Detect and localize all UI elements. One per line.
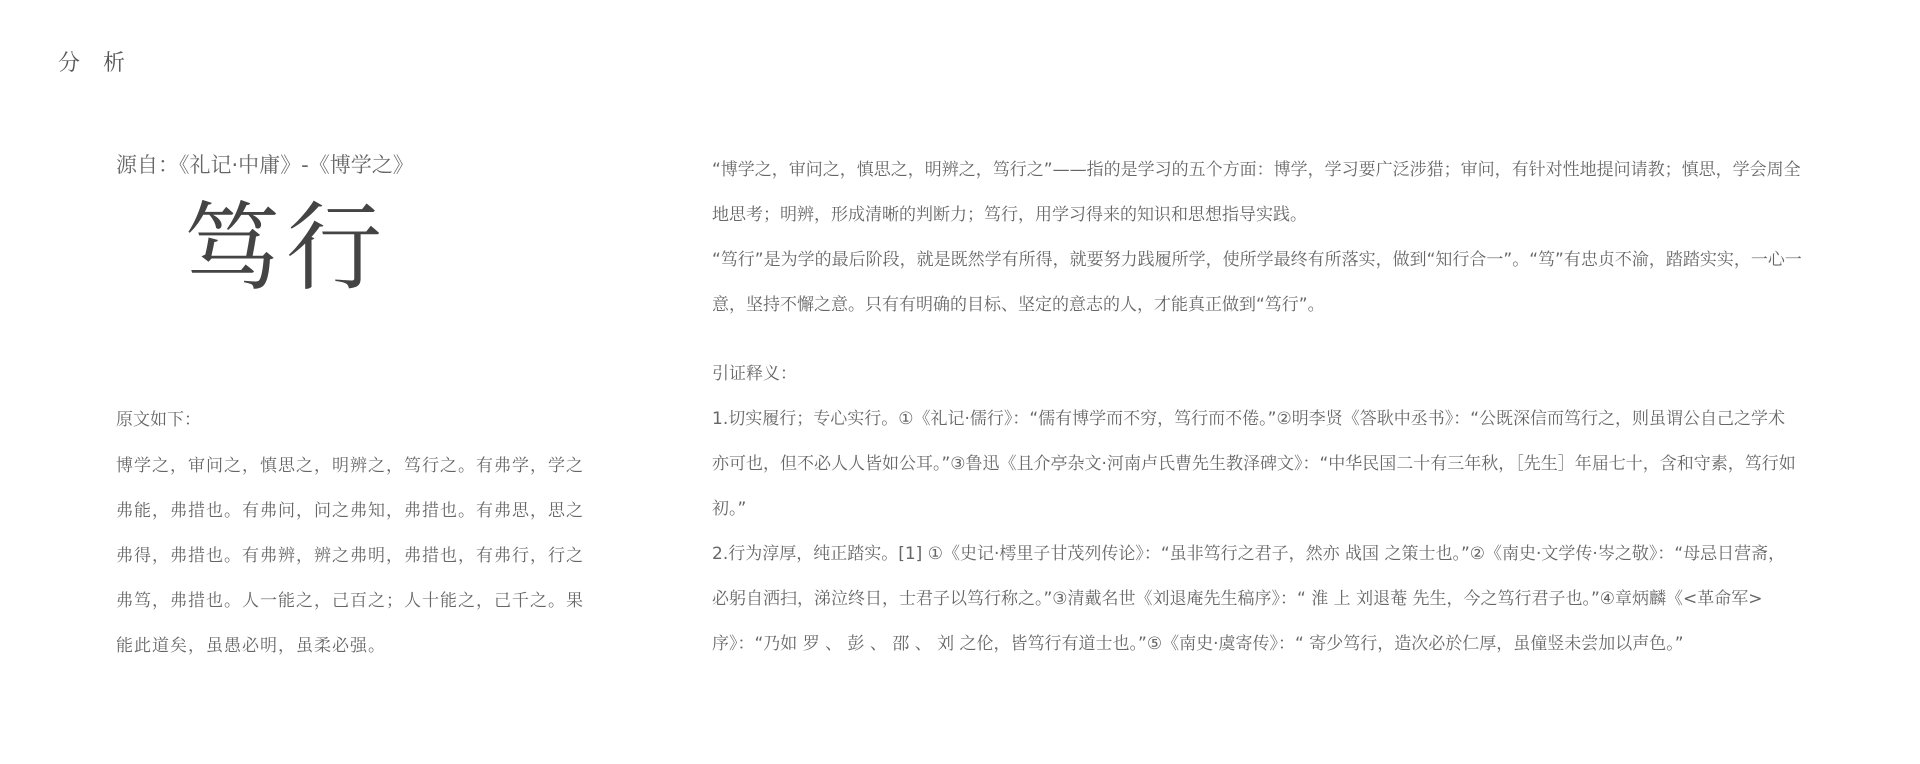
citation-item-1: 1.切实履行；专心实行。①《礼记·儒行》：“儒有博学而不穷，笃行而不倦。”②明李贤《答耿中丞书》：“公既深信而笃行之，则虽谓公自己之学术亦可也，但不必人人皆如公耳。”③鲁迅《且介亭杂文·河南卢氏曹先生教泽碑文》：“中华民国二十有三年秋，［先生］年届七十，含和守素，笃行如初。” bbox=[712, 409, 1796, 519]
original-text-label: 原文如下： bbox=[116, 410, 201, 430]
analysis-paragraph-1: “博学之，审问之，慎思之，明辨之，笃行之”——指的是学习的五个方面：博学，学习要广泛涉猎；审问，有针对性地提问请教；慎思，学会周全地思考；明辨，形成清晰的判断力；笃行，用学习得来的知识和思想指导实践。 bbox=[712, 160, 1801, 225]
analysis-paragraph-2: “笃行”是为学的最后阶段，就是既然学有所得，就要努力践履所学，使所学最终有所落实，做到“知行合一”。“笃”有忠贞不渝，踏踏实实，一心一意，坚持不懈之意。只有有明确的目标、坚定的意志的人，才能真正做到“笃行”。 bbox=[712, 250, 1802, 315]
original-text: 博学之，审问之，慎思之，明辨之，笃行之。有弗学，学之弗能，弗措也。有弗问，问之弗知，弗措也。有弗思，思之弗得，弗措也。有弗辨，辨之弗明，弗措也，有弗行，行之弗笃，弗措也。人一能之，己百之；人十能之，己千之。果能此道矣，虽愚必明，虽柔必强。 bbox=[116, 456, 584, 656]
citation-item-2: 2.行为淳厚，纯正踏实。[1] ①《史记·樗里子甘茂列传论》：“虽非笃行之君子，然亦 战国 之策士也。”②《南史·文学传·岑之敬》：“母忌日营斋，必躬自洒扫，涕泣终日，士君子以笃行称之。”③清戴名世《刘退庵先生稿序》：“ 淮 上 刘退菴 先生，今之笃行君子也。”④章炳麟《<革命军>序》：“乃如 罗 、 彭 、 邵 、 刘 之伦，皆笃行有道士也。”⑤《南史·虞寄传》：“ 寄少笃行，造次必於仁厚，虽僮竖未尝加以声色。” bbox=[712, 544, 1786, 654]
source-line: 源自：《礼记·中庸》-《博学之》 bbox=[116, 153, 414, 177]
main-title: 笃行 bbox=[184, 192, 388, 304]
right-column bbox=[712, 148, 1802, 667]
section-label: 分 析 bbox=[58, 51, 133, 76]
left-column bbox=[116, 150, 606, 669]
citation-label: 引证释义： bbox=[712, 364, 797, 384]
